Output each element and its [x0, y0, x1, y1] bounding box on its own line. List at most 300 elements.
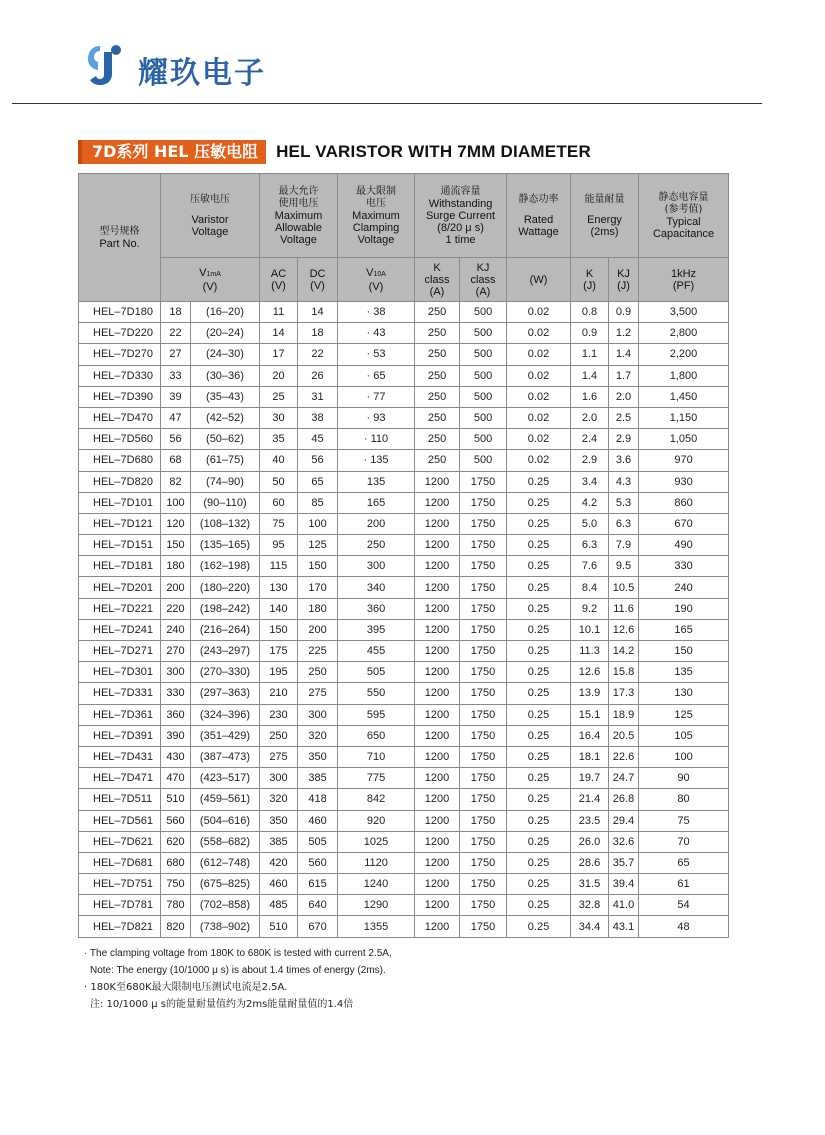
title-en: HEL VARISTOR WITH 7MM DIAMETER [276, 142, 591, 161]
cell-capacitance: 670 [639, 513, 729, 534]
cell-v1ma-range: (324–396) [191, 704, 260, 725]
cell-v1ma: 430 [161, 746, 191, 767]
cell-v10a: · 110 [338, 429, 415, 450]
table-row [79, 831, 729, 852]
cell-ac: 275 [260, 746, 298, 767]
cell-v10a: 455 [338, 641, 415, 662]
table-row [79, 450, 729, 471]
cell-part-no: HEL–7D561 [79, 810, 161, 831]
table-row [79, 471, 729, 492]
cell-energy-kj: 9.5 [609, 556, 639, 577]
cell-ac: 50 [260, 471, 298, 492]
cell-v10a: · 77 [338, 386, 415, 407]
cell-energy-kj: 0.9 [609, 302, 639, 323]
cell-wattage: 0.02 [507, 386, 571, 407]
cell-dc: 418 [298, 789, 338, 810]
cell-part-no: HEL–7D621 [79, 831, 161, 852]
cell-ac: 485 [260, 895, 298, 916]
cell-capacitance: 65 [639, 852, 729, 873]
cell-wattage: 0.25 [507, 641, 571, 662]
cell-wattage: 0.02 [507, 323, 571, 344]
unit-k-class: K class (A) [415, 258, 460, 302]
cell-kj-class: 1750 [460, 577, 507, 598]
cell-k-class: 250 [415, 302, 460, 323]
cell-v1ma: 470 [161, 768, 191, 789]
cell-v1ma: 47 [161, 407, 191, 428]
cell-v1ma: 180 [161, 556, 191, 577]
cell-energy-kj: 1.2 [609, 323, 639, 344]
spec-table [78, 173, 729, 938]
cell-part-no: HEL–7D431 [79, 746, 161, 767]
cell-v1ma-range: (738–902) [191, 916, 260, 937]
cell-ac: 25 [260, 386, 298, 407]
cell-dc: 18 [298, 323, 338, 344]
cell-energy-k: 11.3 [571, 641, 609, 662]
cell-wattage: 0.25 [507, 556, 571, 577]
cell-wattage: 0.25 [507, 895, 571, 916]
table-row [79, 513, 729, 534]
section-title [78, 140, 591, 164]
cell-ac: 350 [260, 810, 298, 831]
cell-ac: 35 [260, 429, 298, 450]
cell-k-class: 250 [415, 365, 460, 386]
cell-v1ma: 780 [161, 895, 191, 916]
cell-capacitance: 1,450 [639, 386, 729, 407]
cell-part-no: HEL–7D511 [79, 789, 161, 810]
cell-v1ma: 33 [161, 365, 191, 386]
cell-v10a: 395 [338, 619, 415, 640]
cell-capacitance: 70 [639, 831, 729, 852]
cell-energy-kj: 39.4 [609, 874, 639, 895]
cell-ac: 75 [260, 513, 298, 534]
cell-v1ma: 39 [161, 386, 191, 407]
cell-dc: 640 [298, 895, 338, 916]
cell-v10a: · 53 [338, 344, 415, 365]
cell-capacitance: 130 [639, 683, 729, 704]
cell-kj-class: 1750 [460, 725, 507, 746]
cell-k-class: 1200 [415, 492, 460, 513]
cell-part-no: HEL–7D121 [79, 513, 161, 534]
header-part-no: 型号规格 Part No. [79, 174, 161, 302]
cell-energy-k: 7.6 [571, 556, 609, 577]
cell-kj-class: 500 [460, 450, 507, 471]
cell-k-class: 1200 [415, 535, 460, 556]
cell-energy-k: 21.4 [571, 789, 609, 810]
cell-part-no: HEL–7D331 [79, 683, 161, 704]
cell-v10a: 1290 [338, 895, 415, 916]
cell-dc: 65 [298, 471, 338, 492]
cell-energy-kj: 32.6 [609, 831, 639, 852]
cell-wattage: 0.25 [507, 789, 571, 810]
cell-v1ma-range: (504–616) [191, 810, 260, 831]
cell-dc: 615 [298, 874, 338, 895]
cell-energy-kj: 2.5 [609, 407, 639, 428]
cell-capacitance: 90 [639, 768, 729, 789]
cell-ac: 385 [260, 831, 298, 852]
cell-part-no: HEL–7D151 [79, 535, 161, 556]
table-row [79, 386, 729, 407]
cell-v10a: 505 [338, 662, 415, 683]
cell-v1ma-range: (675–825) [191, 874, 260, 895]
cell-v1ma: 56 [161, 429, 191, 450]
cell-v1ma: 680 [161, 852, 191, 873]
cell-capacitance: 165 [639, 619, 729, 640]
cell-v10a: 1240 [338, 874, 415, 895]
cell-k-class: 1200 [415, 916, 460, 937]
cell-k-class: 1200 [415, 874, 460, 895]
cell-energy-k: 31.5 [571, 874, 609, 895]
cell-part-no: HEL–7D101 [79, 492, 161, 513]
header-max-allowable-voltage: 最大允许 使用电压 Maximum Allowable Voltage [260, 174, 338, 258]
cell-v1ma: 820 [161, 916, 191, 937]
cell-energy-k: 1.6 [571, 386, 609, 407]
cell-wattage: 0.25 [507, 746, 571, 767]
cell-dc: 22 [298, 344, 338, 365]
cell-v1ma-range: (180–220) [191, 577, 260, 598]
cell-v1ma-range: (162–198) [191, 556, 260, 577]
cell-energy-k: 23.5 [571, 810, 609, 831]
cell-v10a: 360 [338, 598, 415, 619]
cell-wattage: 0.25 [507, 852, 571, 873]
cell-energy-kj: 20.5 [609, 725, 639, 746]
table-row [79, 683, 729, 704]
table-row [79, 429, 729, 450]
cell-ac: 40 [260, 450, 298, 471]
cell-wattage: 0.25 [507, 598, 571, 619]
cell-v10a: 920 [338, 810, 415, 831]
cell-v1ma: 270 [161, 641, 191, 662]
cell-v10a: 595 [338, 704, 415, 725]
cell-energy-kj: 12.6 [609, 619, 639, 640]
cell-capacitance: 930 [639, 471, 729, 492]
cell-dc: 45 [298, 429, 338, 450]
cell-energy-kj: 2.0 [609, 386, 639, 407]
cell-ac: 140 [260, 598, 298, 619]
cell-ac: 11 [260, 302, 298, 323]
cell-energy-k: 1.4 [571, 365, 609, 386]
cell-energy-kj: 22.6 [609, 746, 639, 767]
cell-capacitance: 150 [639, 641, 729, 662]
cell-energy-k: 2.0 [571, 407, 609, 428]
cell-energy-k: 26.0 [571, 831, 609, 852]
cell-dc: 300 [298, 704, 338, 725]
cell-v1ma: 27 [161, 344, 191, 365]
cell-capacitance: 3,500 [639, 302, 729, 323]
cell-dc: 170 [298, 577, 338, 598]
cell-kj-class: 1750 [460, 556, 507, 577]
cell-v1ma-range: (387–473) [191, 746, 260, 767]
cell-v1ma: 150 [161, 535, 191, 556]
cell-capacitance: 240 [639, 577, 729, 598]
table-row [79, 789, 729, 810]
cell-v1ma: 200 [161, 577, 191, 598]
cell-wattage: 0.25 [507, 768, 571, 789]
cell-v1ma: 18 [161, 302, 191, 323]
cell-energy-kj: 17.3 [609, 683, 639, 704]
cell-capacitance: 860 [639, 492, 729, 513]
cell-ac: 250 [260, 725, 298, 746]
cell-v1ma-range: (135–165) [191, 535, 260, 556]
cell-energy-kj: 2.9 [609, 429, 639, 450]
cell-part-no: HEL–7D361 [79, 704, 161, 725]
cell-k-class: 1200 [415, 704, 460, 725]
cell-wattage: 0.25 [507, 704, 571, 725]
cell-part-no: HEL–7D241 [79, 619, 161, 640]
cell-ac: 30 [260, 407, 298, 428]
cell-ac: 20 [260, 365, 298, 386]
cell-v1ma-range: (90–110) [191, 492, 260, 513]
cell-v10a: · 65 [338, 365, 415, 386]
cell-capacitance: 1,800 [639, 365, 729, 386]
cell-kj-class: 1750 [460, 535, 507, 556]
cell-wattage: 0.25 [507, 619, 571, 640]
table-row [79, 407, 729, 428]
cell-energy-k: 13.9 [571, 683, 609, 704]
cell-wattage: 0.02 [507, 407, 571, 428]
footnote-1: · The clamping voltage from 180K to 680K is tested with current 2.5A, [84, 948, 392, 959]
cell-v1ma: 390 [161, 725, 191, 746]
cell-v1ma-range: (297–363) [191, 683, 260, 704]
table-row [79, 746, 729, 767]
cell-dc: 180 [298, 598, 338, 619]
cell-v10a: · 93 [338, 407, 415, 428]
cell-v1ma-range: (61–75) [191, 450, 260, 471]
unit-dc: DC (V) [298, 258, 338, 302]
cell-dc: 100 [298, 513, 338, 534]
cell-dc: 460 [298, 810, 338, 831]
cell-wattage: 0.25 [507, 810, 571, 831]
cell-ac: 195 [260, 662, 298, 683]
cell-kj-class: 1750 [460, 492, 507, 513]
cell-part-no: HEL–7D471 [79, 768, 161, 789]
cell-dc: 38 [298, 407, 338, 428]
cell-energy-kj: 35.7 [609, 852, 639, 873]
cell-ac: 14 [260, 323, 298, 344]
cell-v1ma-range: (24–30) [191, 344, 260, 365]
cell-v1ma-range: (558–682) [191, 831, 260, 852]
cell-v10a: 250 [338, 535, 415, 556]
cell-kj-class: 1750 [460, 598, 507, 619]
cell-dc: 250 [298, 662, 338, 683]
unit-kj-class: KJ class (A) [460, 258, 507, 302]
cell-k-class: 250 [415, 407, 460, 428]
table-row [79, 662, 729, 683]
cell-k-class: 1200 [415, 683, 460, 704]
cell-capacitance: 75 [639, 810, 729, 831]
cell-v1ma: 620 [161, 831, 191, 852]
cell-kj-class: 500 [460, 344, 507, 365]
cell-capacitance: 330 [639, 556, 729, 577]
cell-energy-kj: 18.9 [609, 704, 639, 725]
table-row [79, 895, 729, 916]
cell-dc: 320 [298, 725, 338, 746]
cell-capacitance: 54 [639, 895, 729, 916]
cell-v1ma: 82 [161, 471, 191, 492]
cell-part-no: HEL–7D390 [79, 386, 161, 407]
cell-capacitance: 135 [639, 662, 729, 683]
cell-ac: 150 [260, 619, 298, 640]
cell-part-no: HEL–7D391 [79, 725, 161, 746]
cell-v1ma: 560 [161, 810, 191, 831]
cell-energy-k: 10.1 [571, 619, 609, 640]
cell-k-class: 1200 [415, 513, 460, 534]
cell-wattage: 0.02 [507, 344, 571, 365]
cell-ac: 60 [260, 492, 298, 513]
cell-dc: 350 [298, 746, 338, 767]
header-capacitance: 静态电容量 (参考值) Typical Capacitance [639, 174, 729, 258]
table-row [79, 704, 729, 725]
cell-part-no: HEL–7D220 [79, 323, 161, 344]
table-row [79, 874, 729, 895]
cell-capacitance: 2,800 [639, 323, 729, 344]
cell-kj-class: 500 [460, 429, 507, 450]
cell-v1ma: 510 [161, 789, 191, 810]
cell-ac: 320 [260, 789, 298, 810]
cell-v1ma-range: (270–330) [191, 662, 260, 683]
cell-wattage: 0.02 [507, 450, 571, 471]
unit-v10a: V10A (V) [338, 258, 415, 302]
cell-k-class: 1200 [415, 641, 460, 662]
cell-energy-kj: 43.1 [609, 916, 639, 937]
cell-v1ma: 330 [161, 683, 191, 704]
cell-part-no: HEL–7D751 [79, 874, 161, 895]
cell-wattage: 0.25 [507, 725, 571, 746]
cell-k-class: 250 [415, 429, 460, 450]
cell-energy-k: 4.2 [571, 492, 609, 513]
cell-dc: 225 [298, 641, 338, 662]
header-rated-wattage: 静态功率 Rated Wattage [507, 174, 571, 258]
unit-energy-k: K (J) [571, 258, 609, 302]
cell-part-no: HEL–7D180 [79, 302, 161, 323]
table-row [79, 619, 729, 640]
cell-energy-kj: 3.6 [609, 450, 639, 471]
cell-kj-class: 1750 [460, 619, 507, 640]
cell-v1ma: 240 [161, 619, 191, 640]
table-row [79, 302, 729, 323]
cell-kj-class: 1750 [460, 831, 507, 852]
cell-wattage: 0.25 [507, 513, 571, 534]
cell-capacitance: 80 [639, 789, 729, 810]
cell-kj-class: 1750 [460, 810, 507, 831]
cell-capacitance: 61 [639, 874, 729, 895]
cell-capacitance: 970 [639, 450, 729, 471]
header-divider [12, 103, 762, 104]
cell-energy-kj: 26.8 [609, 789, 639, 810]
cell-v10a: 710 [338, 746, 415, 767]
cell-v1ma-range: (243–297) [191, 641, 260, 662]
cell-energy-k: 32.8 [571, 895, 609, 916]
cell-kj-class: 1750 [460, 768, 507, 789]
cell-capacitance: 100 [639, 746, 729, 767]
cell-v1ma-range: (612–748) [191, 852, 260, 873]
cell-energy-k: 34.4 [571, 916, 609, 937]
table-row [79, 323, 729, 344]
cell-ac: 17 [260, 344, 298, 365]
cell-kj-class: 500 [460, 302, 507, 323]
cell-v10a: 340 [338, 577, 415, 598]
cell-v10a: 165 [338, 492, 415, 513]
cell-energy-kj: 24.7 [609, 768, 639, 789]
cell-v10a: 1025 [338, 831, 415, 852]
cell-ac: 510 [260, 916, 298, 937]
header-surge-current: 通流容量 Withstanding Surge Current (8/20 μ s) 1 time [415, 174, 507, 258]
cell-v1ma: 220 [161, 598, 191, 619]
cell-energy-kj: 15.8 [609, 662, 639, 683]
cell-dc: 560 [298, 852, 338, 873]
unit-capacitance: 1kHz (PF) [639, 258, 729, 302]
cell-energy-k: 0.9 [571, 323, 609, 344]
cell-wattage: 0.25 [507, 831, 571, 852]
cell-dc: 385 [298, 768, 338, 789]
cell-part-no: HEL–7D781 [79, 895, 161, 916]
cell-v10a: 300 [338, 556, 415, 577]
cell-wattage: 0.25 [507, 471, 571, 492]
cell-v1ma-range: (702–858) [191, 895, 260, 916]
cell-kj-class: 1750 [460, 683, 507, 704]
table-row [79, 810, 729, 831]
brand-name: 耀玖电子 [138, 56, 266, 91]
cell-part-no: HEL–7D301 [79, 662, 161, 683]
table-row [79, 577, 729, 598]
header-varistor-voltage: 压敏电压 Varistor Voltage [161, 174, 260, 258]
cell-wattage: 0.25 [507, 662, 571, 683]
cell-capacitance: 190 [639, 598, 729, 619]
cell-k-class: 250 [415, 344, 460, 365]
cell-v1ma-range: (30–36) [191, 365, 260, 386]
table-body [79, 302, 729, 938]
cell-energy-k: 18.1 [571, 746, 609, 767]
cell-dc: 150 [298, 556, 338, 577]
cell-energy-k: 0.8 [571, 302, 609, 323]
cell-v1ma: 120 [161, 513, 191, 534]
cell-v10a: 135 [338, 471, 415, 492]
cell-capacitance: 125 [639, 704, 729, 725]
cell-v1ma-range: (351–429) [191, 725, 260, 746]
cell-k-class: 1200 [415, 895, 460, 916]
table-row [79, 492, 729, 513]
cell-dc: 56 [298, 450, 338, 471]
cell-ac: 175 [260, 641, 298, 662]
cell-part-no: HEL–7D270 [79, 344, 161, 365]
cell-energy-kj: 1.4 [609, 344, 639, 365]
cell-v1ma: 68 [161, 450, 191, 471]
footnote-2: Note: The energy (10/1000 μ s) is about 1.4 times of energy (2ms). [90, 965, 386, 976]
cell-k-class: 250 [415, 323, 460, 344]
cell-k-class: 250 [415, 450, 460, 471]
cell-part-no: HEL–7D271 [79, 641, 161, 662]
cell-k-class: 250 [415, 386, 460, 407]
cell-part-no: HEL–7D221 [79, 598, 161, 619]
cell-dc: 125 [298, 535, 338, 556]
cell-part-no: HEL–7D201 [79, 577, 161, 598]
cell-dc: 505 [298, 831, 338, 852]
cell-v1ma: 300 [161, 662, 191, 683]
cell-capacitance: 1,050 [639, 429, 729, 450]
unit-w: (W) [507, 258, 571, 302]
cell-part-no: HEL–7D680 [79, 450, 161, 471]
cell-energy-k: 28.6 [571, 852, 609, 873]
cell-energy-k: 2.4 [571, 429, 609, 450]
cell-kj-class: 1750 [460, 513, 507, 534]
cell-v1ma-range: (42–52) [191, 407, 260, 428]
cell-energy-k: 9.2 [571, 598, 609, 619]
cell-v1ma-range: (20–24) [191, 323, 260, 344]
table-row [79, 598, 729, 619]
cell-ac: 300 [260, 768, 298, 789]
cell-k-class: 1200 [415, 725, 460, 746]
company-logo-icon [88, 44, 122, 86]
cell-wattage: 0.02 [507, 365, 571, 386]
